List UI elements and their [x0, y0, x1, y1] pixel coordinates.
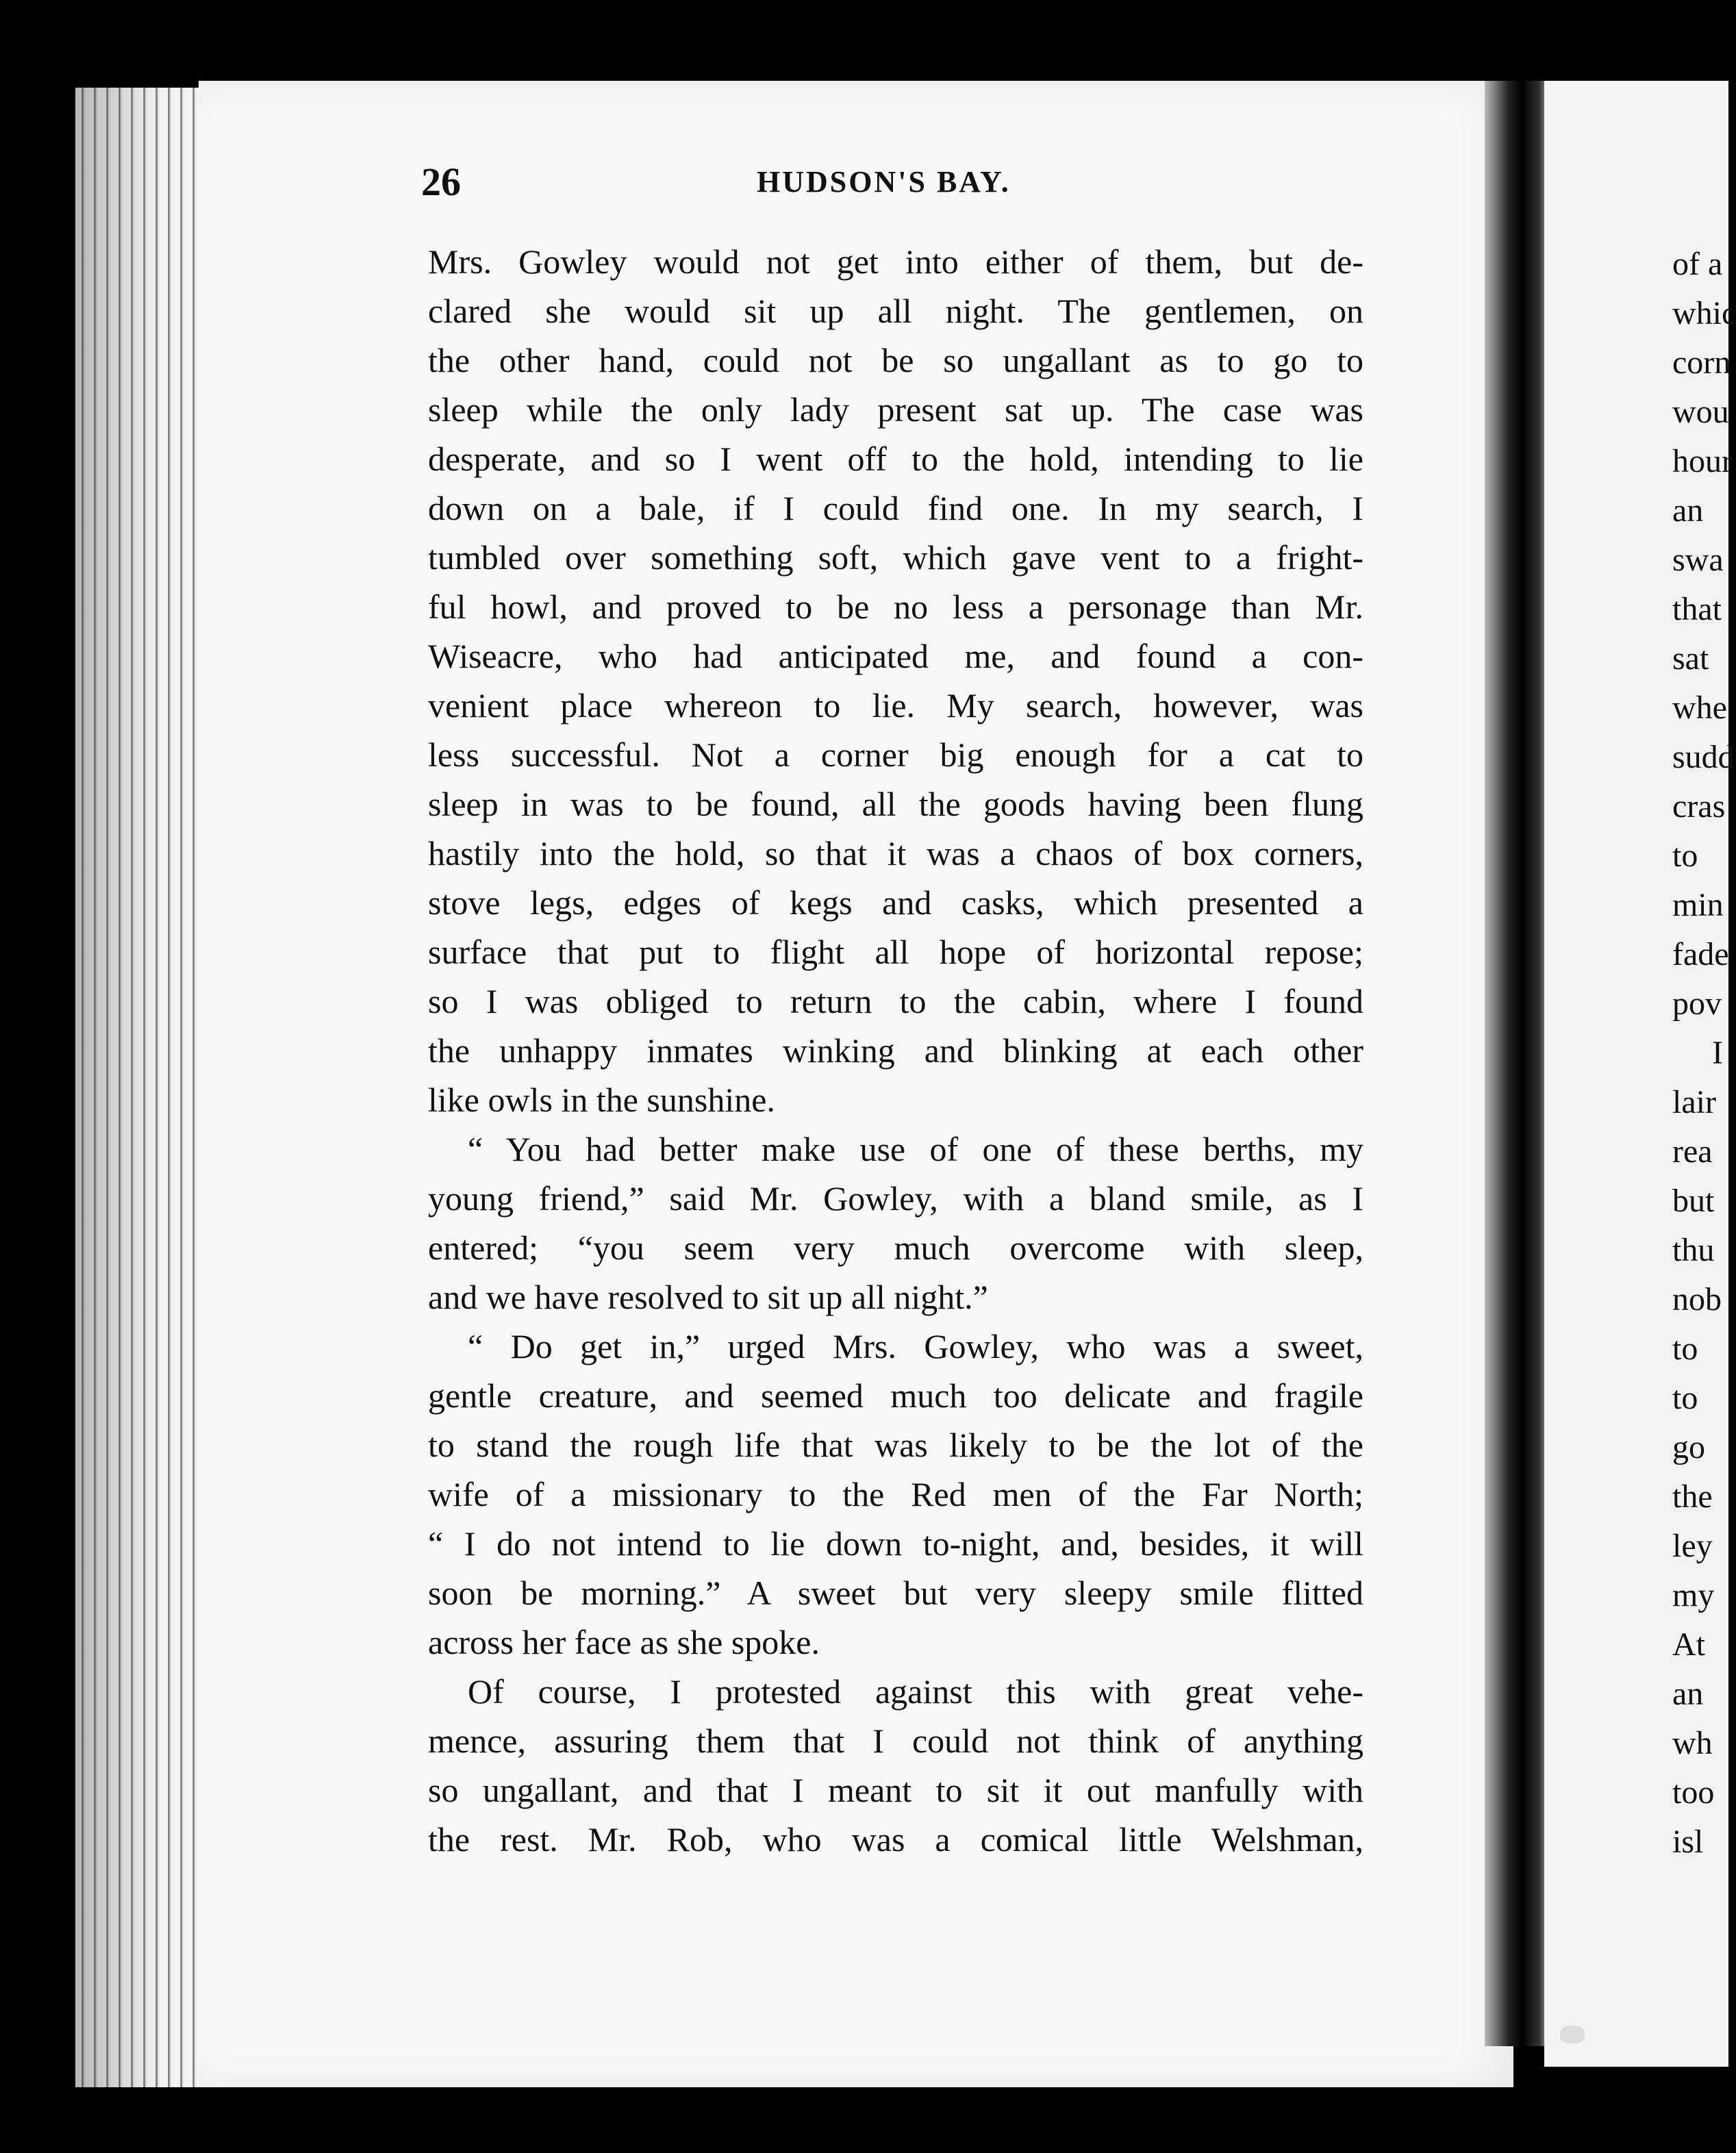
text-line: stove legs, edges of kegs and casks, which presented a — [428, 883, 1363, 922]
next-page-fragment: of a — [1672, 246, 1723, 282]
text-line: to stand the rough life that was likely to be the lot of the — [428, 1426, 1363, 1464]
text-line: the unhappy inmates winking and blinking at each other — [428, 1031, 1363, 1070]
text-line: ful howl, and proved to be no less a personage than Mr. — [428, 588, 1363, 626]
next-page-fragment: sudd — [1672, 739, 1735, 775]
next-page-fragment: an — [1672, 492, 1704, 529]
paper-blot — [1560, 2026, 1585, 2043]
next-page-fragment: min — [1672, 887, 1724, 923]
next-page-fragment: wou — [1672, 394, 1729, 430]
next-page-fragment: swa — [1672, 542, 1724, 578]
text-line: across her face as she spoke. — [428, 1623, 820, 1661]
page-number: 26 — [421, 160, 461, 204]
text-line: “ I do not intend to lie down to-night, and, besides, it will — [428, 1524, 1363, 1563]
text-line: the other hand, could not be so ungallant as to go to — [428, 341, 1363, 379]
text-line: wife of a missionary to the Red men of the Far North; — [428, 1475, 1363, 1513]
text-line: gentle creature, and seemed much too delicate and fragile — [428, 1376, 1363, 1415]
next-page-fragment: the — [1672, 1478, 1713, 1515]
next-page-fragment: too — [1672, 1774, 1715, 1811]
next-page-fragment: to — [1672, 1380, 1698, 1416]
next-page-fragment: to — [1672, 1331, 1698, 1367]
text-line: Mrs. Gowley would not get into either of them, but de- — [428, 242, 1363, 281]
text-line: surface that put to flight all hope of horizontal repose; — [428, 933, 1363, 971]
next-page-fragment: that — [1672, 591, 1722, 627]
page-edges-shadow — [75, 88, 219, 2087]
text-line: mence, assuring them that I could not think of anything — [428, 1722, 1363, 1760]
text-line: soon be morning.” A sweet but very sleepy smile flitted — [428, 1574, 1363, 1612]
text-line: sleep while the only lady present sat up. The case was — [428, 390, 1363, 429]
running-title: HUDSON'S BAY. — [757, 165, 1011, 199]
text-line: so ungallant, and that I meant to sit it out manfully with — [428, 1771, 1363, 1809]
text-line: “ Do get in,” urged Mrs. Gowley, who was a sweet, — [468, 1327, 1363, 1365]
next-page-fragment: corn — [1672, 344, 1731, 381]
next-page-fragment: fade — [1672, 936, 1729, 972]
text-line: down on a bale, if I could find one. In my search, I — [428, 489, 1363, 527]
next-page-fragment: whe — [1672, 690, 1727, 726]
text-line: the rest. Mr. Rob, who was a comical little Welshman, — [428, 1820, 1363, 1859]
next-page-fragment: whic — [1672, 295, 1736, 331]
text-line: less successful. Not a corner big enough for a cat to — [428, 735, 1363, 774]
book-gutter — [1485, 81, 1553, 2046]
next-page-fragment: to — [1672, 838, 1698, 874]
text-line: Of course, I protested against this with great vehe- — [468, 1672, 1363, 1711]
next-page-fragment: hour — [1672, 443, 1733, 479]
next-page-fragment: but — [1672, 1183, 1715, 1219]
text-line: clared she would sit up all night. The gentlemen, on — [428, 292, 1363, 330]
next-page-fragment: pov — [1672, 985, 1722, 1022]
next-page-fragment: an — [1672, 1676, 1704, 1712]
next-page-fragment: thu — [1672, 1232, 1715, 1268]
next-page-fragment: rea — [1672, 1133, 1713, 1170]
next-page-fragment: my — [1672, 1577, 1715, 1613]
next-page-fragment: wh — [1672, 1725, 1713, 1761]
text-line: Wiseacre, who had anticipated me, and found a con- — [428, 637, 1363, 675]
text-line: venient place whereon to lie. My search, however, was — [428, 686, 1363, 725]
next-page-fragment: cras — [1672, 788, 1726, 824]
next-page-fragment: At — [1672, 1626, 1705, 1663]
text-line: so I was obliged to return to the cabin, where I found — [428, 982, 1363, 1020]
next-page-fragment: nob — [1672, 1281, 1722, 1318]
text-line: “ You had better make use of one of these berths, my — [468, 1130, 1363, 1168]
text-line: entered; “you seem very much overcome with sleep, — [428, 1229, 1363, 1267]
text-line: hastily into the hold, so that it was a chaos of box corners, — [428, 834, 1363, 872]
text-line: sleep in was to be found, all the goods having been flung — [428, 785, 1363, 823]
text-line: and we have resolved to sit up all night.” — [428, 1278, 988, 1316]
next-page-fragment: ley — [1672, 1528, 1713, 1564]
next-page-fragment: go — [1672, 1429, 1705, 1465]
text-line: young friend,” said Mr. Gowley, with a bland smile, as I — [428, 1179, 1363, 1218]
text-line: like owls in the sunshine. — [428, 1081, 775, 1119]
next-page-fragment: isl — [1672, 1824, 1704, 1860]
text-line: desperate, and so I went off to the hold, intending to lie — [428, 440, 1363, 478]
next-page-fragment: lair — [1672, 1084, 1716, 1120]
next-page-fragment: I — [1712, 1035, 1723, 1071]
text-line: tumbled over something soft, which gave vent to a fright- — [428, 538, 1363, 577]
next-page-fragment: sat — [1672, 640, 1709, 677]
